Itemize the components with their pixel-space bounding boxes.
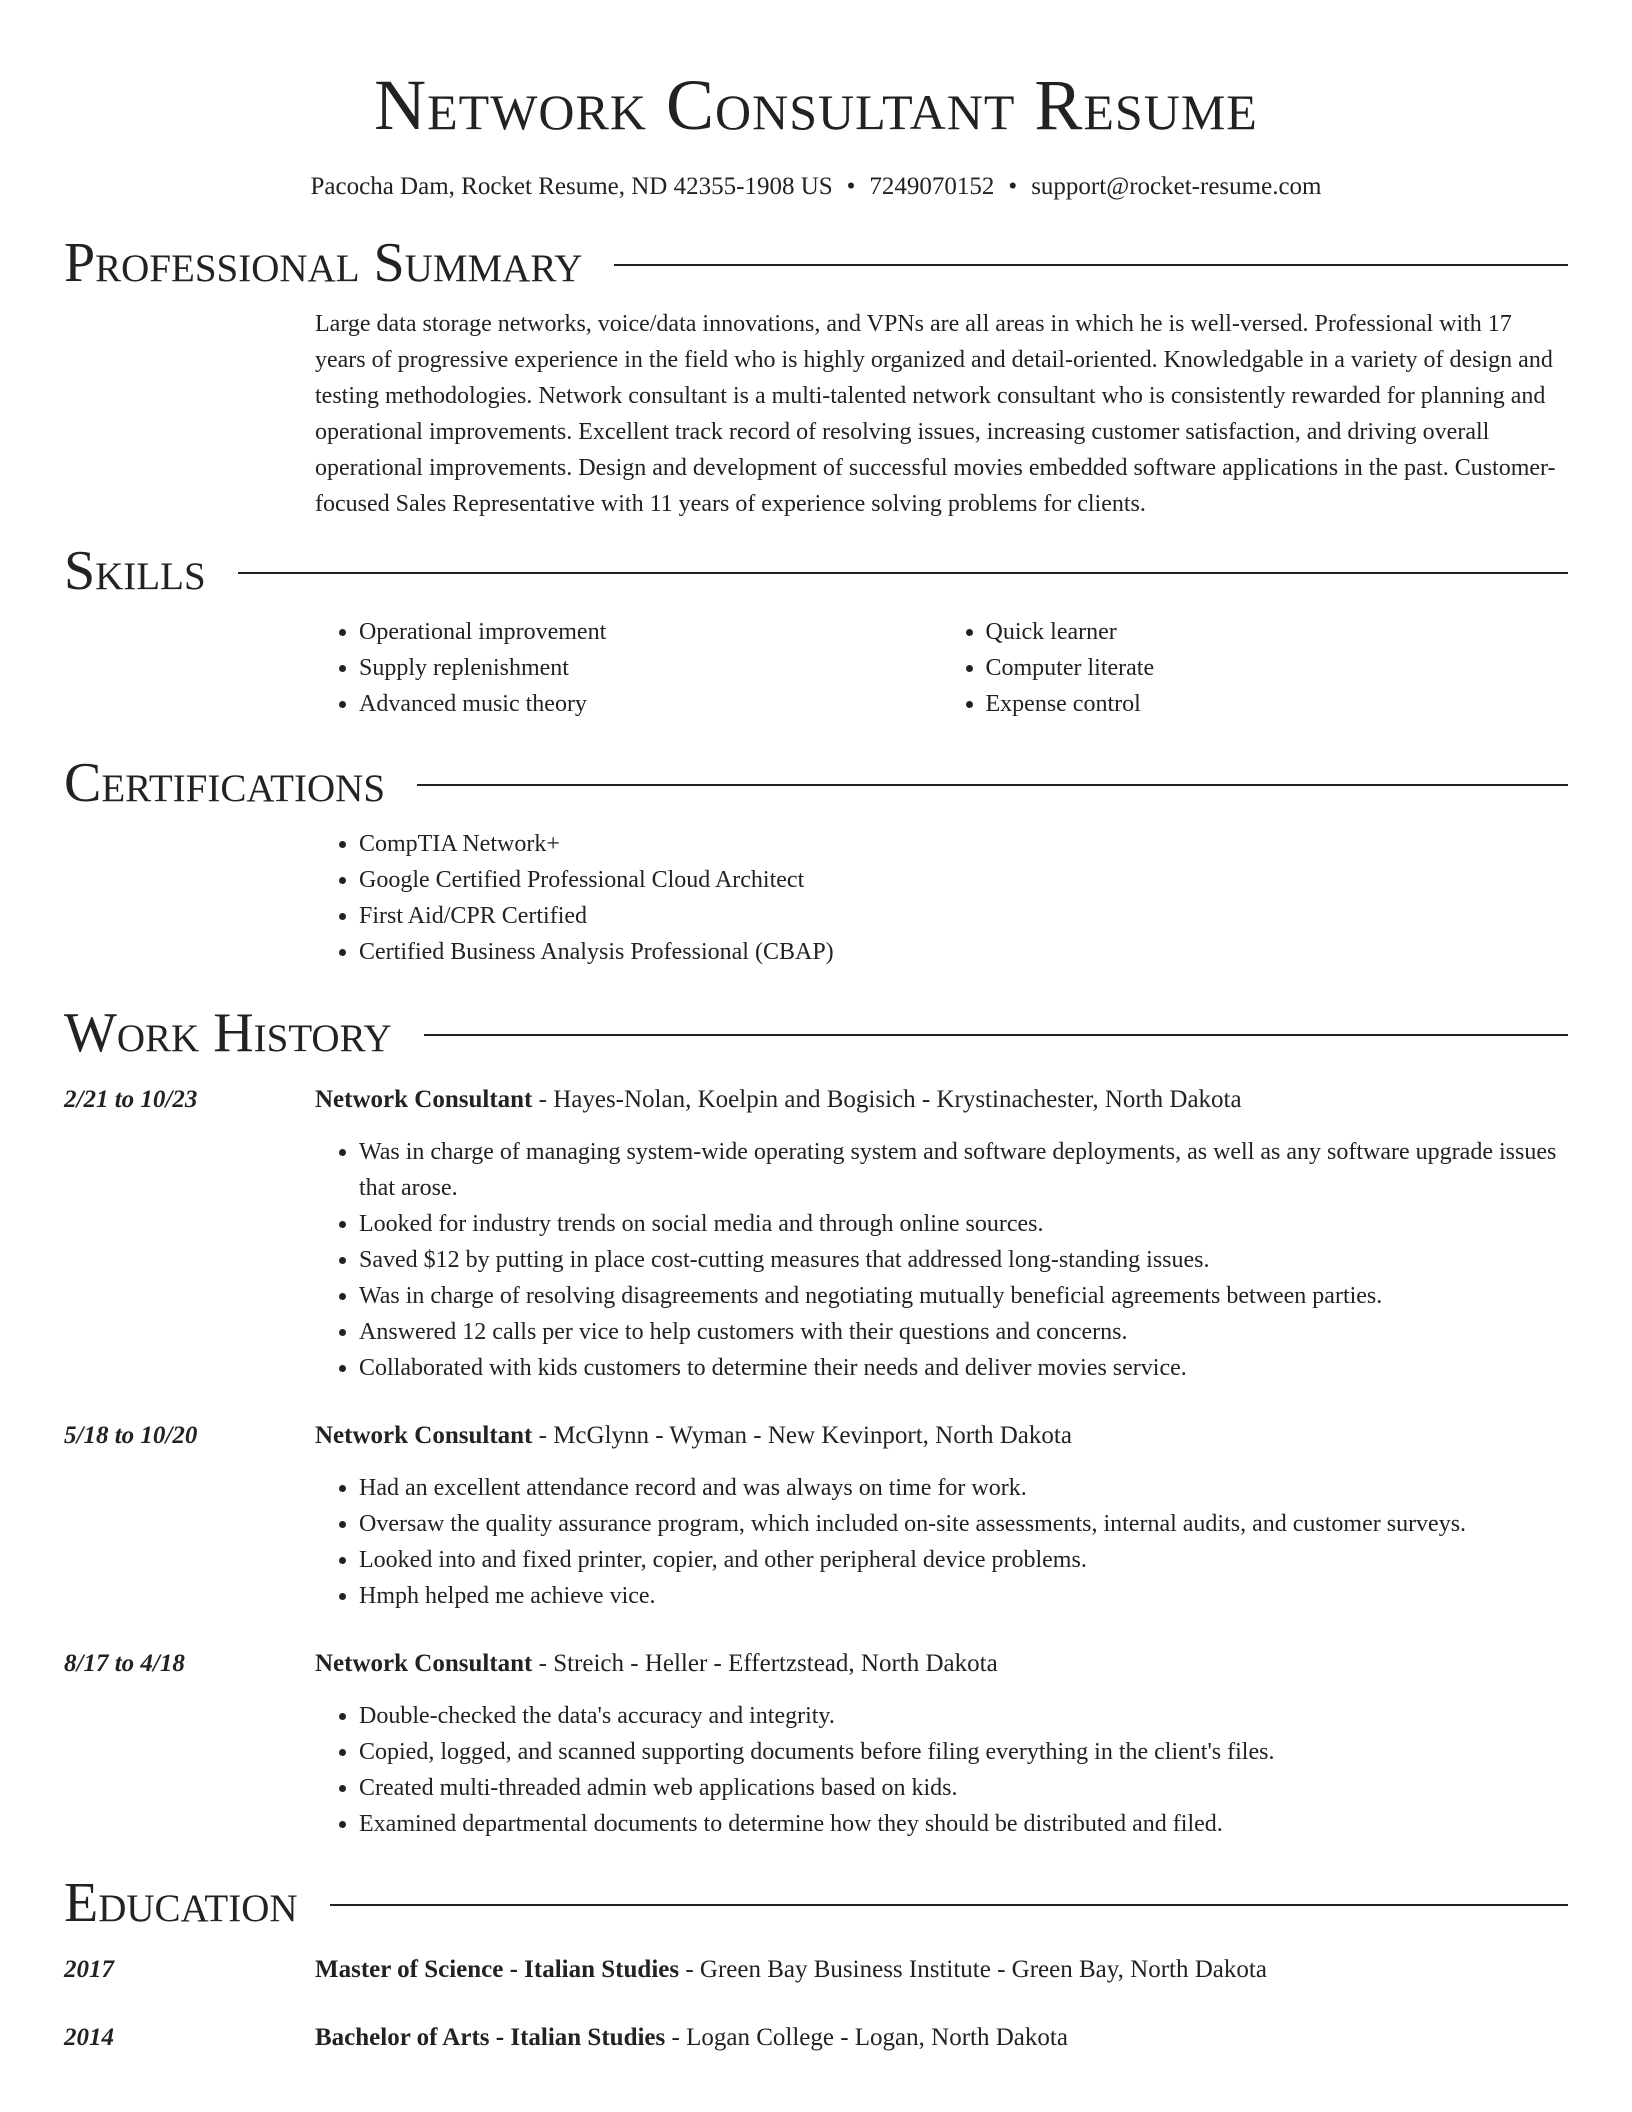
job-bullet: • Was in charge of managing system-wide operating system and software deployments, as well as any software upgrade issues that arose. xyxy=(359,1134,1568,1206)
skill-item: • Supply replenishment xyxy=(359,650,942,686)
job-heading xyxy=(315,1082,1568,1118)
section-divider xyxy=(614,264,1568,266)
job-employer: - Streich - Heller - Effertzstead, North Dakota xyxy=(532,1650,998,1677)
skill-item: • Advanced music theory xyxy=(359,686,942,722)
job-bullets xyxy=(315,1698,1568,1842)
certification-item: • Certified Business Analysis Professional (CBAP) xyxy=(359,934,1568,970)
education-school: - Green Bay Business Institute - Green Bay, North Dakota xyxy=(679,1956,1267,1983)
job-entry xyxy=(64,1418,1568,1614)
skills-section xyxy=(315,614,1568,722)
job-bullet: • Saved $12 by putting in place cost-cutting measures that addressed long-standing issues. xyxy=(359,1242,1568,1278)
skill-item: • Expense control xyxy=(986,686,1569,722)
summary-heading: Professional Summary xyxy=(64,232,583,294)
job-title: Network Consultant xyxy=(315,1650,533,1677)
education-body xyxy=(315,1952,1568,1988)
job-bullet: • Was in charge of resolving disagreements and negotiating mutually beneficial agreements between parties. xyxy=(359,1278,1568,1314)
education-entry xyxy=(64,1952,1568,1988)
section-divider xyxy=(424,1034,1568,1036)
certifications-heading: Certifications xyxy=(64,752,386,814)
contact-separator: • xyxy=(846,173,856,200)
education-degree: Master of Science - Italian Studies xyxy=(315,1956,680,1983)
certifications-list xyxy=(315,826,1568,970)
skills-grid xyxy=(315,614,1568,722)
job-body xyxy=(315,1646,1568,1842)
education-entry xyxy=(64,2020,1568,2056)
job-dates: 8/17 to 4/18 xyxy=(64,1650,185,1677)
job-title: Network Consultant xyxy=(315,1422,533,1449)
summary-text: Large data storage networks, voice/data innovations, and VPNs are all areas in which he is well-versed. Professional with 17 years of progressive experience in the field who is highly organized and detail-oriented. Knowledgable in a variety of design and testing methodologies. Network consultant is a multi-talented network consultant who is consistently rewarded for planning and operational improvements. Excellent track record of resolving issues, increasing customer satisfaction, and driving overall operational improvements. Design and development of successful movies embedded software applications in the past. Customer-focused Sales Representative with 11 years of experience solving problems for clients. xyxy=(315,311,1556,517)
section-divider xyxy=(417,784,1568,786)
job-bullet: • Collaborated with kids customers to determine their needs and deliver movies service. xyxy=(359,1350,1568,1386)
skills-list-left xyxy=(315,614,942,722)
skill-item: • Computer literate xyxy=(986,650,1569,686)
job-bullet: • Copied, logged, and scanned supporting documents before filing everything in the client's files. xyxy=(359,1734,1568,1770)
work-heading: Work History xyxy=(64,1002,392,1064)
contact-separator: • xyxy=(1008,173,1018,200)
job-dates: 5/18 to 10/20 xyxy=(64,1422,198,1449)
skills-section-header xyxy=(64,538,1568,604)
summary-section xyxy=(315,306,1568,522)
section-divider xyxy=(330,1904,1568,1906)
resume-title: Network Consultant Resume xyxy=(374,65,1258,145)
job-dates: 2/21 to 10/23 xyxy=(64,1086,198,1113)
certifications-section-header xyxy=(64,750,1568,816)
job-bullet: • Created multi-threaded admin web applications based on kids. xyxy=(359,1770,1568,1806)
contact-line xyxy=(64,170,1568,204)
job-bullet: • Oversaw the quality assurance program, which included on-site assessments, internal audits, and customer surveys. xyxy=(359,1506,1568,1542)
contact-email[interactable]: support@rocket-resume.com xyxy=(1031,173,1322,200)
job-bullet: • Double-checked the data's accuracy and integrity. xyxy=(359,1698,1568,1734)
certification-item: • First Aid/CPR Certified xyxy=(359,898,1568,934)
education-school: - Logan College - Logan, North Dakota xyxy=(665,2024,1068,2051)
job-heading xyxy=(315,1418,1568,1454)
education-section-header xyxy=(64,1870,1568,1936)
education-year: 2014 xyxy=(64,2024,114,2051)
education-body xyxy=(315,2020,1568,2056)
education-degree: Bachelor of Arts - Italian Studies xyxy=(315,2024,666,2051)
summary-section-header xyxy=(64,230,1568,296)
education-year: 2017 xyxy=(64,1956,114,1983)
job-bullets xyxy=(315,1470,1568,1614)
education-heading: Education xyxy=(64,1872,298,1934)
skill-item: • Quick learner xyxy=(986,614,1569,650)
job-bullet: • Hmph helped me achieve vice. xyxy=(359,1578,1568,1614)
job-bullet: • Had an excellent attendance record and was always on time for work. xyxy=(359,1470,1568,1506)
job-bullet: • Looked into and fixed printer, copier, and other peripheral device problems. xyxy=(359,1542,1568,1578)
job-bullet: • Answered 12 calls per vice to help customers with their questions and concerns. xyxy=(359,1314,1568,1350)
contact-phone: 7249070152 xyxy=(869,173,995,200)
education-heading-line xyxy=(315,1952,1568,1988)
job-employer: - Hayes-Nolan, Koelpin and Bogisich - Krystinachester, North Dakota xyxy=(532,1086,1242,1113)
skills-list-right xyxy=(942,614,1569,722)
skills-heading: Skills xyxy=(64,540,206,602)
job-bullet: • Examined departmental documents to determine how they should be distributed and filed. xyxy=(359,1806,1568,1842)
job-body xyxy=(315,1082,1568,1386)
skill-item: • Operational improvement xyxy=(359,614,942,650)
education-heading-line xyxy=(315,2020,1568,2056)
job-title: Network Consultant xyxy=(315,1086,533,1113)
certification-item: • Google Certified Professional Cloud Architect xyxy=(359,862,1568,898)
job-bullets xyxy=(315,1134,1568,1386)
certifications-section xyxy=(315,826,1568,970)
resume-page xyxy=(64,0,1568,2056)
section-divider xyxy=(238,572,1568,574)
contact-address: Pacocha Dam, Rocket Resume, ND 42355-1908 US xyxy=(310,173,833,200)
job-bullet: • Looked for industry trends on social media and through online sources. xyxy=(359,1206,1568,1242)
job-entry xyxy=(64,1646,1568,1842)
job-entry xyxy=(64,1082,1568,1386)
job-heading xyxy=(315,1646,1568,1682)
certification-item: • CompTIA Network+ xyxy=(359,826,1568,862)
job-employer: - McGlynn - Wyman - New Kevinport, North Dakota xyxy=(532,1422,1072,1449)
job-body xyxy=(315,1418,1568,1614)
work-section-header xyxy=(64,1000,1568,1066)
